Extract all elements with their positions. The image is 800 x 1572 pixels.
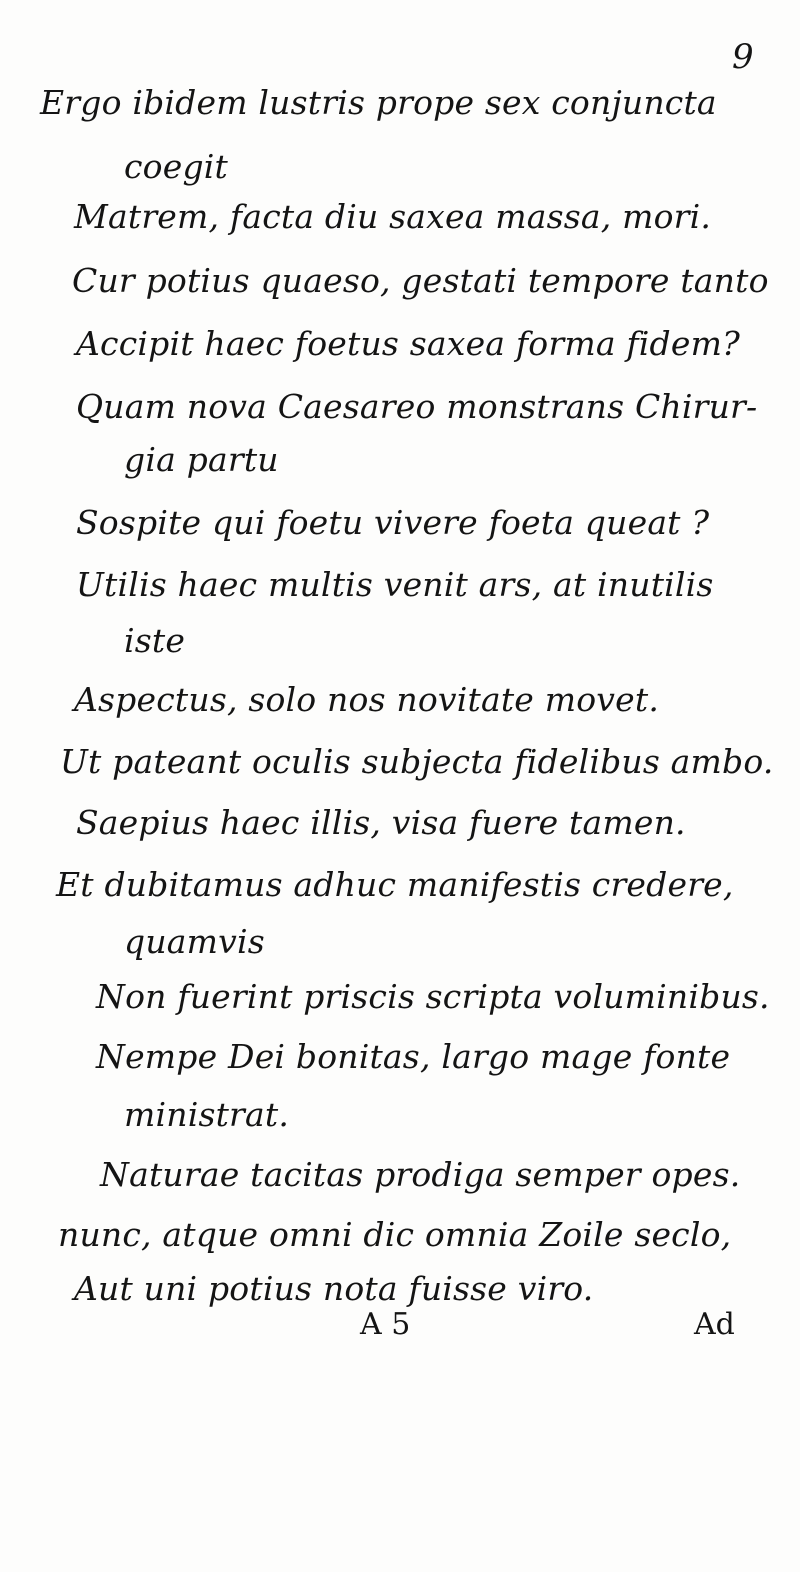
verse-line: iste xyxy=(124,621,186,660)
verse-line: coegit xyxy=(124,147,229,186)
verse-line: nunc, atque omni dic omnia Zoile seclo, xyxy=(58,1215,732,1254)
verse-line: Sospite qui foetu vivere foeta queat ? xyxy=(76,503,710,542)
verse-line: Ergo ibidem lustris prope sex conjuncta xyxy=(40,83,717,122)
verse-line: Quam nova Caesareo monstrans Chirur- xyxy=(76,387,758,426)
signature-mark: A 5 xyxy=(360,1307,411,1342)
verse-line: Accipit haec foetus saxea forma fidem? xyxy=(76,324,740,363)
verse-line: Non fuerint priscis scripta voluminibus. xyxy=(96,977,770,1016)
verse-line: Saepius haec illis, visa fuere tamen. xyxy=(76,803,686,842)
verse-line: gia partu xyxy=(124,440,279,479)
verse-line: Cur potius quaeso, gestati tempore tanto xyxy=(72,261,769,300)
verse-line: quamvis xyxy=(124,922,265,961)
verse-line: Aspectus, solo nos novitate movet. xyxy=(74,680,660,719)
verse-line: Matrem, facta diu saxea massa, mori. xyxy=(74,197,712,236)
verse-line: ministrat. xyxy=(124,1095,290,1134)
verse-line: Aut uni potius nota fuisse viro. xyxy=(74,1269,594,1308)
verse-line: Et dubitamus adhuc manifestis credere, xyxy=(56,865,734,904)
catchword: Ad xyxy=(694,1307,735,1342)
page-number: 9 xyxy=(732,37,754,77)
verse-line: Ut pateant oculis subjecta fidelibus ambo. xyxy=(60,742,774,781)
verse-line: Utilis haec multis venit ars, at inutilis xyxy=(76,565,714,604)
verse-line: Nempe Dei bonitas, largo mage fonte xyxy=(96,1037,731,1076)
verse-line: Naturae tacitas prodiga semper opes. xyxy=(100,1155,741,1194)
